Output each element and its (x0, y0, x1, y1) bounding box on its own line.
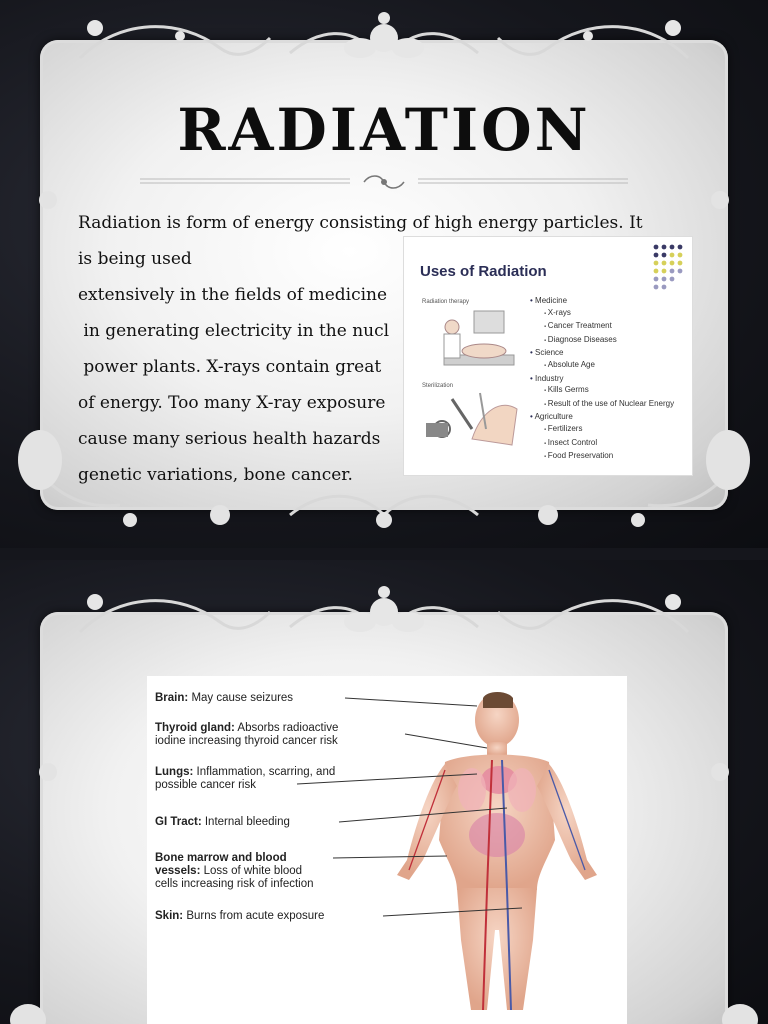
organ-name: Thyroid gland: (155, 722, 235, 734)
organ-effect: iodine increasing thyroid cancer risk (155, 735, 338, 747)
paragraph-line: extensively in the fields of medicine (78, 285, 388, 305)
thyroid-label (155, 722, 338, 748)
organ-effect: May cause seizures (191, 692, 294, 704)
paragraph-line: is being used (78, 249, 192, 269)
uses-list (530, 295, 674, 464)
paragraph-line: cause many serious health hazards (78, 429, 381, 449)
list-subitem: ▪ Absolute Age (530, 359, 674, 373)
list-subitem: ▪ Insect Control (530, 437, 674, 451)
paragraph-line: genetic variations, bone cancer. (78, 465, 353, 485)
list-subitem: ▪ X-rays (530, 307, 674, 321)
list-item: • Science (530, 347, 674, 359)
list-subitem: ▪ Food Preservation (530, 450, 674, 464)
organ-name: Brain: (155, 692, 189, 704)
left-ornament-icon (28, 752, 68, 792)
left-ornament-icon (28, 180, 68, 220)
uses-title: Uses of Radiation (420, 263, 547, 280)
lungs-label (155, 766, 335, 792)
slide-2 (0, 560, 768, 1024)
organ-effect: Inflammation, scarring, and (196, 766, 336, 778)
organ-name: Bone marrow and blood (155, 852, 287, 864)
bone-marrow-label (155, 852, 314, 891)
organ-effect: Absorbs radioactive (237, 722, 339, 734)
organ-effect: cells increasing risk of infection (155, 878, 314, 890)
organ-name: GI Tract: (155, 816, 202, 828)
paragraph-line: power plants. X-rays contain great (78, 357, 382, 377)
paragraph-line: Radiation is form of energy consisting of high energy particles. It (78, 213, 643, 233)
organ-effect: possible cancer risk (155, 779, 256, 791)
organ-effect: Loss of white blood (203, 865, 303, 877)
list-subitem: ▪ Diagnose Diseases (530, 334, 674, 348)
paragraph-line: of energy. Too many X-ray exposure (78, 393, 386, 413)
list-item: • Medicine (530, 295, 674, 307)
skin-label (155, 910, 324, 923)
brain-label (155, 692, 293, 705)
organ-effect: Internal bleeding (204, 816, 290, 828)
organ-name: Lungs: (155, 766, 194, 778)
slide-title: RADIATION (177, 96, 591, 164)
right-ornament-icon (700, 752, 740, 792)
list-item: • Agriculture (530, 411, 674, 423)
paragraph-line: in generating electricity in the nucl (78, 321, 390, 341)
list-subitem: ▪ Result of the use of Nuclear Energy (530, 398, 674, 412)
organ-effect: Burns from acute exposure (186, 910, 325, 922)
organ-name: Skin: (155, 910, 184, 922)
uses-of-radiation-image (403, 236, 693, 476)
right-ornament-icon (700, 180, 740, 220)
list-item: • Industry (530, 373, 674, 385)
sterilization-illustration-icon (422, 389, 522, 447)
gi-tract-label (155, 816, 290, 829)
list-subitem: ▪ Kills Germs (530, 384, 674, 398)
photo-label: Radiation therapy (422, 299, 470, 305)
divider-icon (140, 172, 628, 192)
radiation-therapy-illustration-icon (424, 307, 524, 377)
organ-name: vessels: (155, 865, 201, 877)
list-subitem: ▪ Fertilizers (530, 423, 674, 437)
list-subitem: ▪ Cancer Treatment (530, 320, 674, 334)
photo-label: Sterilization (422, 383, 454, 389)
top-ornament-icon (60, 582, 708, 652)
dot-grid-icon (650, 241, 686, 299)
top-ornament-icon (60, 8, 708, 78)
radiation-effects-body-image (147, 676, 627, 1024)
